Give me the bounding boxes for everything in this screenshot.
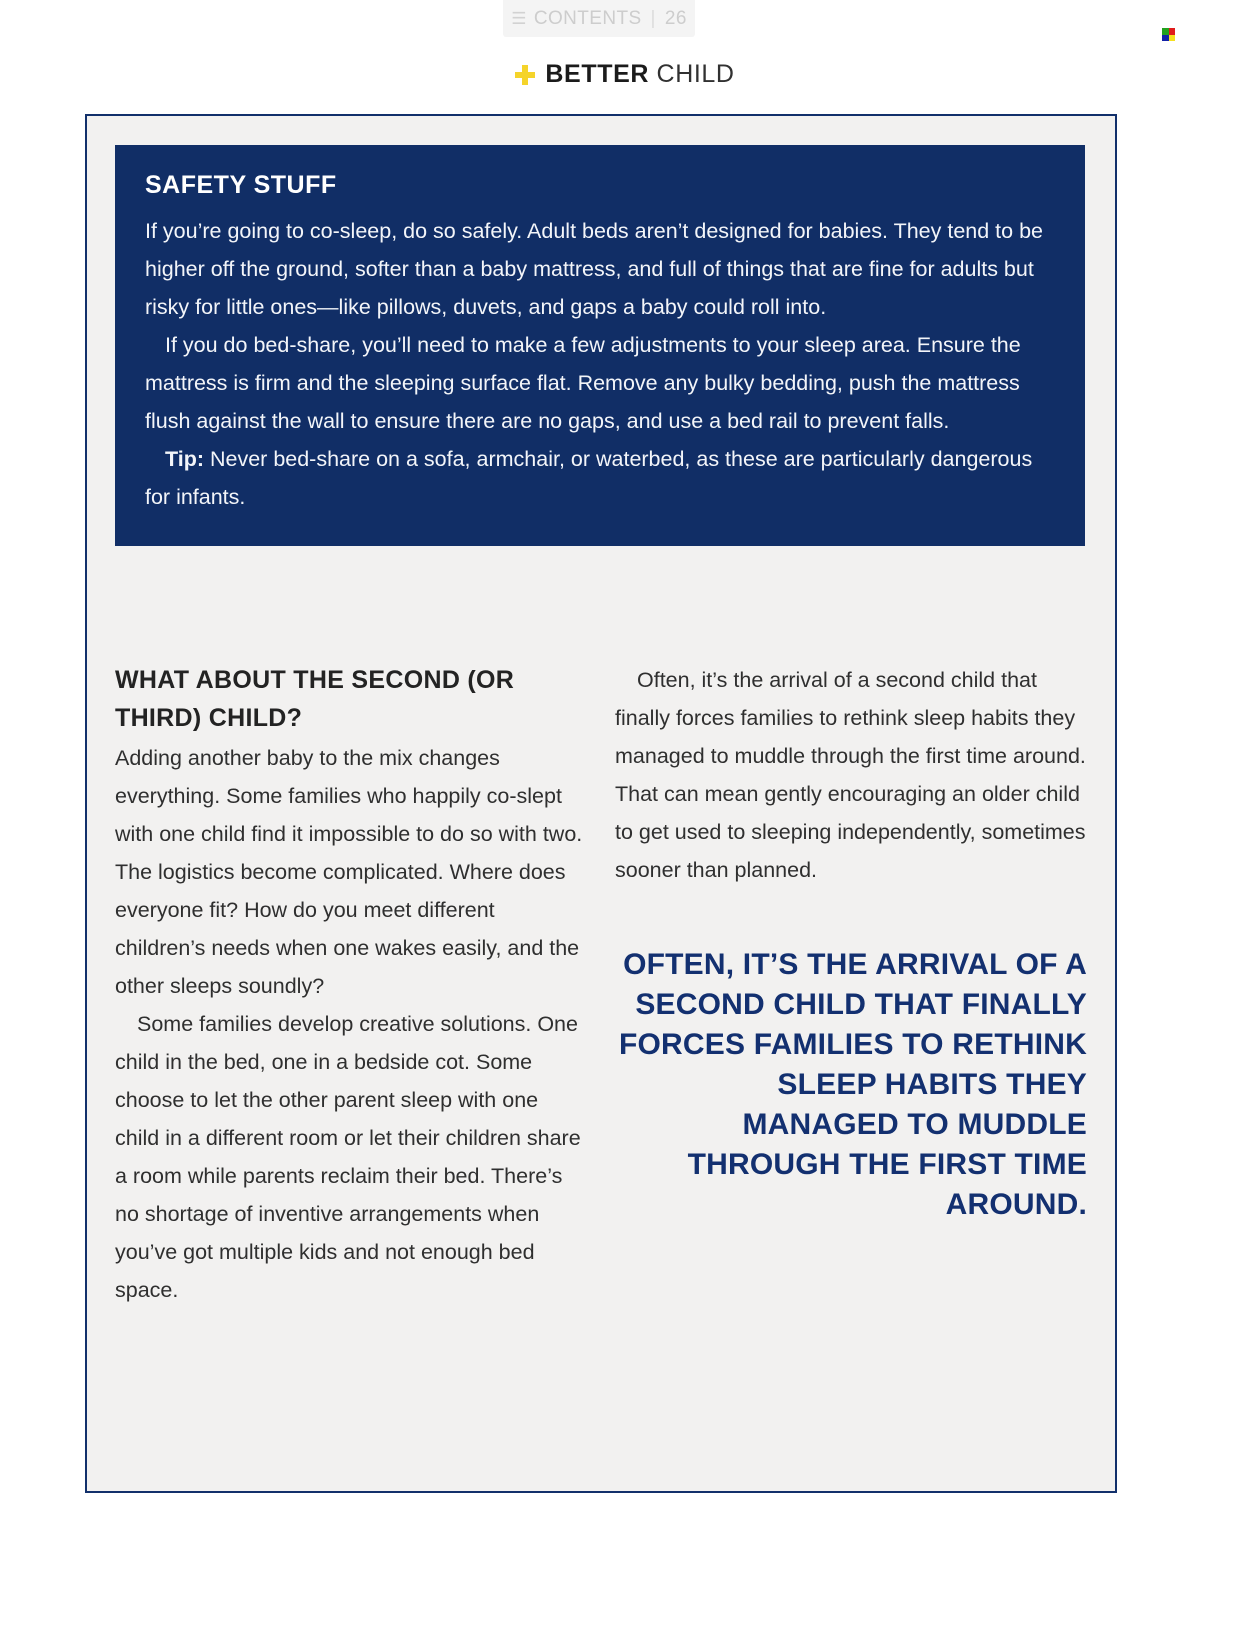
page-frame [85, 114, 1117, 1493]
safety-callout [115, 145, 1085, 546]
safety-paragraph-1: If you’re going to co-sleep, do so safely. Adult beds aren’t designed for babies. They tend to be higher off the ground, softer than a baby mattress, and full of things that are fine for adults but risky for little ones—like pillows, duvets, and gaps a baby could roll into. [145, 219, 1044, 319]
hamburger-icon: ☰ [511, 9, 527, 28]
contents-tab[interactable] [503, 0, 695, 37]
right-paragraph-1: Often, it’s the arrival of a second child that finally forces families to rethink sleep habits they managed to muddle through the first time around. That can mean gently encouraging an older child to get used to sleeping independently, sometimes sooner than planned. [615, 668, 1086, 882]
masthead-title [545, 60, 734, 89]
right-column-body [615, 661, 1087, 889]
masthead-title-bold: BETTER [545, 60, 650, 88]
contents-tab-separator: | [650, 7, 656, 29]
left-paragraph-1: Adding another baby to the mix changes everything. Some families who happily co-slept with one child find it impossible to do so with two. The logistics become complicated. Where does everyone fit? How do you meet different children’s needs when one wakes easily, and the other sleeps soundly? [115, 746, 583, 998]
left-paragraph-2: Some families develop creative solutions. One child in the bed, one in a bedside cot. Some choose to let the other parent sleep with one child in a different room or let their children share a room while parents reclaim their bed. There’s no shortage of inventive arrangements when you’ve got multiple kids and not enough bed space. [115, 1012, 581, 1302]
left-column [115, 661, 587, 1309]
left-column-body [115, 739, 587, 1309]
color-grid-icon[interactable] [1162, 28, 1175, 41]
safety-paragraph-2: If you do bed-share, you’ll need to make a few adjustments to your sleep area. Ensure the mattress is firm and the sleeping surface flat. Remove any bulky bedding, push the mattress flush against the wall to ensure there are no gaps, and use a bed rail to prevent falls. [145, 333, 1021, 433]
section-heading: WHAT ABOUT THE SECOND (OR THIRD) CHILD? [115, 666, 515, 732]
contents-tab-page-number: 26 [664, 7, 687, 29]
right-column [615, 661, 1087, 1309]
safety-tip-label: Tip: [165, 447, 205, 471]
safety-tip-paragraph [145, 440, 1055, 516]
color-grid-cell-yellow [1169, 35, 1176, 42]
masthead [0, 60, 1250, 89]
safety-callout-title: SAFETY STUFF [145, 171, 337, 199]
pull-quote: OFTEN, IT’S THE ARRIVAL OF A SECOND CHILD THAT FINALLY FORCES FAMILIES TO RETHINK SLEEP HABITS THEY MANAGED TO MUDDLE THROUGH THE FIRST TIME AROUND. [618, 948, 1087, 1221]
safety-callout-body [145, 212, 1055, 516]
top-bar [0, 0, 1250, 100]
page-content [87, 116, 1115, 1491]
safety-tip-text: Never bed-share on a sofa, armchair, or waterbed, as these are particularly dangerous for infants. [145, 447, 1033, 509]
masthead-title-light: CHILD [649, 60, 735, 88]
article-columns [115, 661, 1087, 1309]
contents-tab-label: CONTENTS [533, 7, 642, 29]
plus-icon [515, 65, 535, 85]
